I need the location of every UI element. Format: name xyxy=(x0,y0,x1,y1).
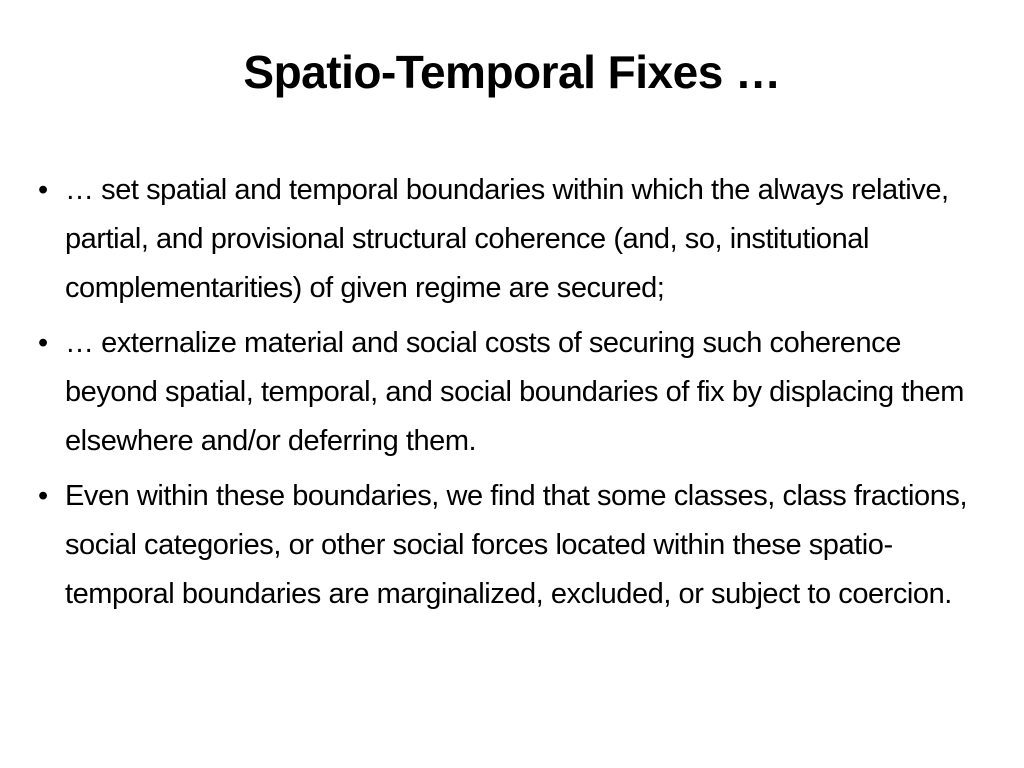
bullet-text-1: … set spatial and temporal boundaries within which the always relative, partial, and provisional structural coherence (and, so, institutional complementarities) of given regime are secured; xyxy=(65,174,949,304)
bullet-marker: • xyxy=(38,480,48,512)
bullet-list xyxy=(38,166,968,625)
bullet-marker: • xyxy=(38,174,48,206)
bullet-marker: • xyxy=(38,327,48,359)
bullet-text-3: Even within these boundaries, we find that some classes, class fractions, social categories, or other social forces located within these spatio-temporal boundaries are marginalized, excluded, or subject to coercion. xyxy=(65,480,968,610)
bullet-item-2 xyxy=(38,319,968,466)
bullet-item-1 xyxy=(38,166,968,313)
slide-title: Spatio-Temporal Fixes … xyxy=(243,46,781,98)
bullet-item-3 xyxy=(38,472,968,619)
bullet-text-2: … externalize material and social costs of securing such coherence beyond spatial, temporal, and social boundaries of fix by displacing them elsewhere and/or deferring them. xyxy=(65,327,964,457)
